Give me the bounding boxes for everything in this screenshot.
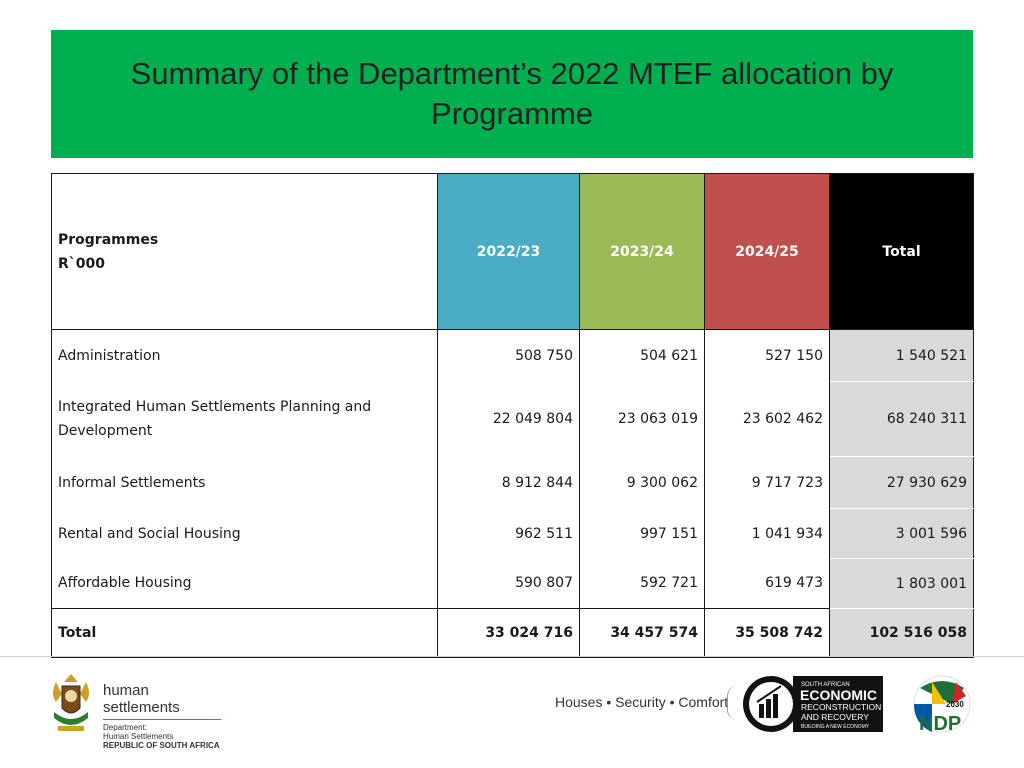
department-logo [103,682,221,751]
slogan-bracket [727,686,738,720]
table-row [52,457,974,509]
value-2022-23: 590 807 [438,559,580,609]
value-2024-25: 527 150 [705,330,830,382]
table-header-row [52,174,974,330]
erp-line5: BUILDING A NEW ECONOMY [801,724,870,730]
value-2023-24: 23 063 019 [580,382,705,457]
value-2024-25: 619 473 [705,559,830,609]
title-banner [51,30,973,158]
programme-name: Affordable Housing [52,559,438,609]
footer [0,660,1024,768]
table-row [52,559,974,609]
table-row [52,382,974,457]
value-2022-23: 8 912 844 [438,457,580,509]
value-2023-24: 9 300 062 [580,457,705,509]
value-2023-24: 592 721 [580,559,705,609]
value-2023-24: 997 151 [580,509,705,559]
ndp-year: 2030 [946,700,964,709]
value-total: 27 930 629 [830,457,974,509]
total-label: Total [52,609,438,658]
value-2024-25: 9 717 723 [705,457,830,509]
dept-line-name: Human Settlements [103,732,174,741]
value-2024-25: 23 602 462 [705,382,830,457]
table-row [52,330,974,382]
allocation-table [51,173,974,658]
erp-line1: SOUTH AFRICAN [801,682,850,688]
erp-line4: AND RECOVERY [801,712,869,722]
year-2024-25-header: 2024/25 [705,174,830,330]
programme-name: Informal Settlements [52,457,438,509]
total-header: Total [830,174,974,330]
programme-name: Administration [52,330,438,382]
coat-of-arms-icon [48,672,94,736]
erp-line2: ECONOMIC [800,687,877,703]
ndp-logo [912,674,972,738]
programmes-header [52,174,438,330]
slogan: Houses • Security • Comfort [555,694,729,710]
value-total: 1 540 521 [830,330,974,382]
total-2022-23: 33 024 716 [438,609,580,658]
dept-line-country: REPUBLIC OF SOUTH AFRICA [103,741,220,750]
value-2022-23: 962 511 [438,509,580,559]
programmes-label: Programmes [58,231,159,248]
footer-divider [0,656,1024,657]
ndp-label: NDP [919,713,962,735]
programme-name: Rental and Social Housing [52,509,438,559]
dept-line-department: Department: [103,723,148,732]
dept-brand: human settlements [103,682,221,720]
value-2023-24: 504 621 [580,330,705,382]
total-2024-25: 35 508 742 [705,609,830,658]
total-row [52,609,974,658]
value-total: 3 001 596 [830,509,974,559]
value-total: 68 240 311 [830,382,974,457]
value-total: 1 803 001 [830,559,974,609]
grand-total: 102 516 058 [830,609,974,658]
erp-line3: RECONSTRUCTION [801,702,882,712]
value-2022-23: 508 750 [438,330,580,382]
value-2024-25: 1 041 934 [705,509,830,559]
slide-title: Summary of the Department’s 2022 MTEF allocation by Programme [130,56,894,131]
value-2022-23: 22 049 804 [438,382,580,457]
year-2023-24-header: 2023/24 [580,174,705,330]
programme-name: Integrated Human Settlements Planning and Development [52,382,438,457]
year-2022-23-header: 2022/23 [438,174,580,330]
total-2023-24: 34 457 574 [580,609,705,658]
table-row [52,509,974,559]
erp-logo [741,674,883,734]
unit-label: R`000 [58,255,106,272]
